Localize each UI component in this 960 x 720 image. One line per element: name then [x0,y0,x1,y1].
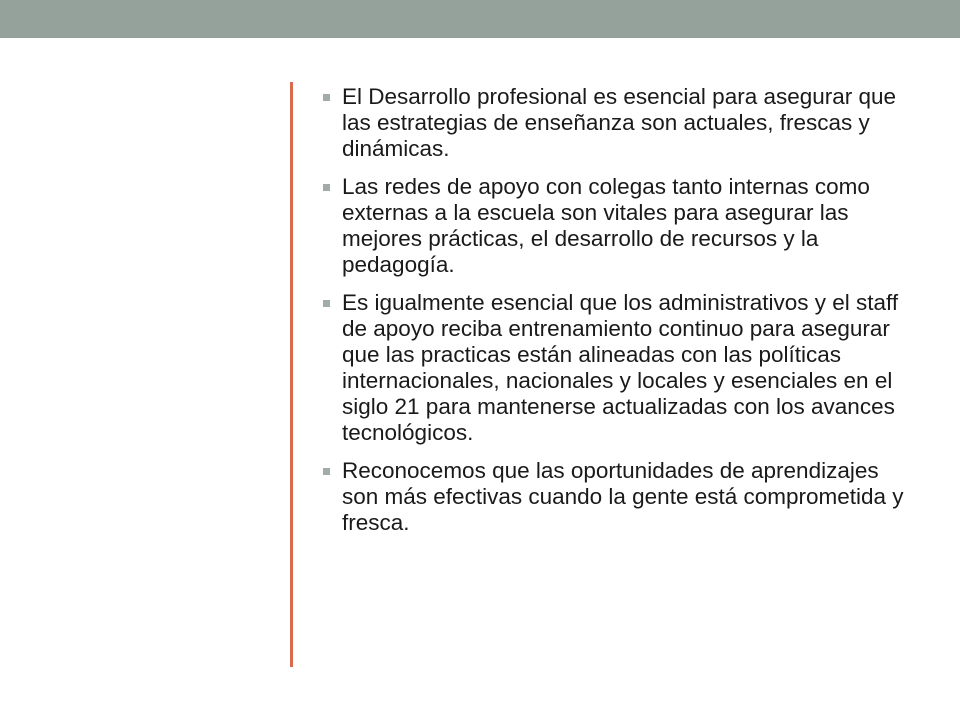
top-bar [0,0,960,38]
bullet-text: Es igualmente esencial que los administrativos y el staff de apoyo reciba entrenamiento continuo para asegurar que las practicas están alineadas con las políticas internacionales, nacionales y locales y esenciales en el siglo 21 para mantenerse actualizadas con los avances tecnológicos. [342,290,899,445]
bullet-item [320,458,920,536]
accent-line [290,82,293,667]
square-bullet-icon [323,94,330,101]
square-bullet-icon [323,468,330,475]
square-bullet-icon [323,184,330,191]
bullet-item [320,290,920,446]
square-bullet-icon [323,300,330,307]
bullet-item [320,174,920,278]
bullet-item [320,84,920,162]
bullet-list [320,84,920,548]
bullet-text: Las redes de apoyo con colegas tanto internas como externas a la escuela son vitales para asegurar las mejores prácticas, el desarrollo de recursos y la pedagogía. [342,174,870,277]
bullet-text: El Desarrollo profesional es esencial para asegurar que las estrategias de enseñanza son actuales, frescas y dinámicas. [342,84,897,161]
bullet-text: Reconocemos que las oportunidades de aprendizajes son más efectivas cuando la gente está comprometida y fresca. [342,458,904,535]
